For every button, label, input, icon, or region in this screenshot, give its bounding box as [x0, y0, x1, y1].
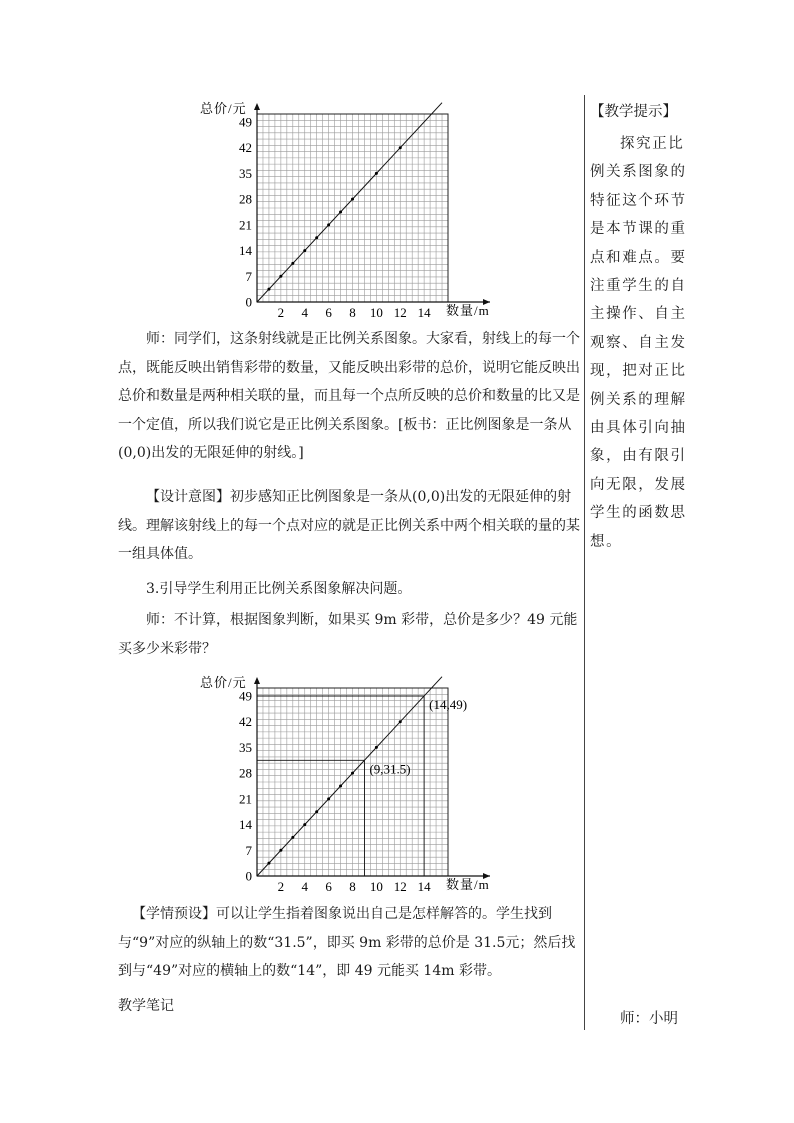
y-tick-label: 21	[239, 791, 252, 807]
y-tick-label: 49	[239, 688, 252, 704]
y-tick-label: 14	[239, 817, 252, 833]
data-point	[303, 823, 306, 826]
data-point	[375, 746, 378, 749]
x-tick-label: 4	[301, 305, 308, 317]
y-tick-label: 42	[239, 714, 252, 730]
data-point	[279, 849, 282, 852]
data-point	[339, 211, 342, 214]
sidebar-title: 【教学提示】	[590, 104, 677, 120]
data-point	[291, 836, 294, 839]
x-tick-label: 6	[325, 305, 332, 317]
sidebar-signature: 师：小明	[620, 1011, 678, 1027]
data-point	[327, 797, 330, 800]
paragraph-step-3: 3.引导学生利用正比例关系图象解决问题。	[146, 581, 412, 597]
point-annotation: (9,31.5)	[369, 761, 411, 777]
data-point	[399, 146, 402, 149]
data-point	[375, 172, 378, 175]
data-point	[327, 223, 330, 226]
data-point	[351, 772, 354, 775]
x-tick-label: 4	[301, 879, 308, 891]
x-tick-label: 6	[325, 879, 332, 891]
y-tick-label: 35	[239, 165, 252, 181]
data-point	[315, 810, 318, 813]
proportion-chart-2	[195, 669, 505, 891]
point-annotation: (14,49)	[429, 697, 468, 712]
paragraph-teacher-question: 师：不计算，根据图象判断，如果买 9m 彩带，总价是多少？49 元能买多少米彩带？	[118, 612, 578, 657]
y-tick-label: 49	[239, 114, 252, 130]
y-tick-label: 0	[245, 868, 252, 884]
x-tick-label: 2	[277, 305, 285, 317]
x-tick-label: 8	[349, 305, 356, 317]
x-tick-label: 12	[393, 305, 407, 317]
y-axis-arrow	[254, 103, 260, 110]
data-point	[267, 288, 270, 291]
y-tick-label: 7	[245, 842, 252, 858]
y-tick-label: 7	[245, 268, 252, 284]
paragraph-teacher-explanation: 师：同学们，这条射线就是正比例关系图象。大家看，射线上的每一个点，既能反映出销售彩带的数量，又能反映出彩带的总价，说明它能反映出总价和数量是两种相关联的量，而且每一个点所反映的总价和数量的比又是一个定值，所以我们说它是正比例关系图象。[板书：正比例图象是一条从(0,0)出发的无限延伸的射线。]	[118, 331, 580, 462]
data-point	[399, 720, 402, 723]
sidebar-teaching-tip: 探究正比例关系图象的特征这个环节是本节课的重点和难点。要注重学生的自主操作、自主观察、自主发现，把对正比例关系的理解由具体引向抽象，由有限引向无限，发展学生的函数思想。	[590, 136, 687, 550]
y-tick-label: 0	[245, 294, 252, 310]
x-axis-label: 数量/m	[446, 877, 490, 891]
column-divider	[584, 95, 585, 1030]
x-axis-label: 数量/m	[446, 303, 490, 317]
data-point	[291, 262, 294, 265]
paragraph-design-intent	[118, 483, 580, 569]
x-tick-label: 10	[369, 879, 383, 891]
y-axis-label: 总价/元	[200, 101, 247, 116]
x-tick-label: 2	[277, 879, 285, 891]
y-axis-label: 总价/元	[200, 675, 247, 690]
y-tick-label: 28	[239, 765, 252, 781]
y-tick-label: 21	[239, 217, 252, 233]
proportion-chart-1	[195, 95, 505, 317]
design-intent-text: 初步感知正比例图象是一条从(0,0)出发的无限延伸的射线。理解该射线上的每一个点对应的就是正比例关系中两个相关联的量的某一组具体值。	[118, 489, 580, 563]
x-tick-label: 8	[349, 879, 356, 891]
y-tick-label: 14	[239, 243, 252, 259]
x-tick-label: 14	[417, 879, 431, 891]
design-intent-tag: 【设计意图】	[146, 489, 230, 505]
data-point	[351, 198, 354, 201]
x-tick-label: 10	[369, 305, 383, 317]
student-prediction-tag: 【学情预设】	[132, 906, 216, 922]
data-point	[303, 249, 306, 252]
y-tick-label: 42	[239, 140, 252, 156]
paragraph-student-prediction	[118, 900, 580, 986]
y-tick-label: 28	[239, 191, 252, 207]
data-point	[339, 785, 342, 788]
student-prediction-text: 可以让学生指着图象说出自己是怎样解答的。学生找到与“9”对应的纵轴上的数“31.5”，即买 9m 彩带的总价是 31.5元；然后找到与“49”对应的横轴上的数“14”，即 49 元能买 14m 彩带。	[118, 906, 576, 980]
y-tick-label: 35	[239, 739, 252, 755]
y-axis-arrow	[254, 677, 260, 684]
x-tick-label: 12	[393, 879, 407, 891]
x-tick-label: 14	[417, 305, 431, 317]
data-point	[267, 862, 270, 865]
data-point	[279, 275, 282, 278]
teaching-notes-label: 教学笔记	[118, 998, 174, 1014]
data-point	[315, 236, 318, 239]
